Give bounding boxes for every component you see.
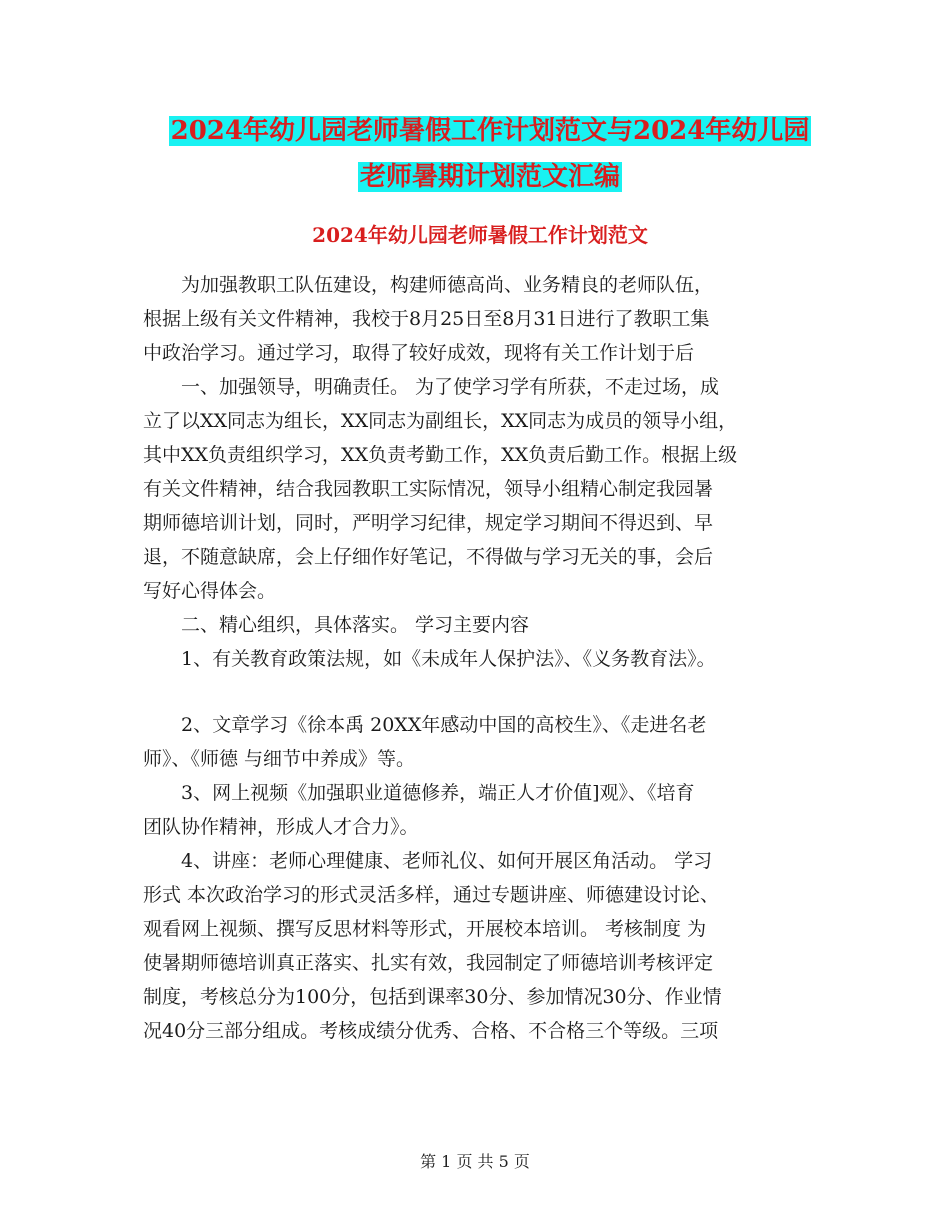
text-line: 4、讲座：老师心理健康、老师礼仪、如何开展区角活动。 学习 [143,850,713,872]
text-line: 退，不随意缺席，会上仔细作好笔记，不得做与学习无关的事，会后 [143,546,714,568]
document-title-line-2: 老师暑期计划范文汇编 [359,162,620,192]
document-title-line-1: 2024年幼儿园老师暑假工作计划范文与2024年幼儿园 [170,116,810,146]
page-footer: 第 1 页 共 5 页 [420,1152,530,1171]
text-line: 中政治学习。通过学习，取得了较好成效，现将有关工作计划于后 [143,342,695,364]
text-line: 有关文件精神，结合我园教职工实际情况，领导小组精心制定我园暑 [143,478,714,500]
text-line: 根据上级有关文件精神，我校于8月25日至8月31日进行了教职工集 [143,308,710,330]
text-line: 形式 本次政治学习的形式灵活多样，通过专题讲座、师德建设讨论、 [143,884,720,906]
body-text [143,268,823,1048]
text-line: 观看网上视频、撰写反思材料等形式，开展校本培训。 考核制度 为 [143,918,707,940]
text-line: 使暑期师德培训真正落实、扎实有效，我园制定了师德培训考核评定 [143,952,714,974]
text-line: 2、文章学习《徐本禹 20XX年感动中国的高校生》、《走进名老 [143,714,707,736]
text-line: 立了以XX同志为组长，XX同志为副组长，XX同志为成员的领导小组， [143,410,738,432]
text-line: 为加强教职工队伍建设，构建师德高尚、业务精良的老师队伍， [143,274,714,296]
text-line: 团队协作精神，形成人才合力》。 [143,816,419,838]
text-line: 写好心得体会。 [143,580,277,602]
text-line: 1、有关教育政策法规，如《未成年人保护法》、《义务教育法》。 [143,648,716,670]
text-line: 二、精心组织，具体落实。 学习主要内容 [143,614,530,636]
text-line: 其中XX负责组织学习，XX负责考勤工作，XX负责后勤工作。根据上级 [143,444,738,466]
text-line: 况40分三部分组成。考核成绩分优秀、合格、不合格三个等级。三项 [143,1020,719,1042]
text-line: 师》、《师德 与细节中养成》等。 [143,748,416,770]
text-line: 制度，考核总分为100分，包括到课率30分、参加情况30分、作业情 [143,986,722,1008]
paragraph-gap [143,676,823,708]
section-title: 2024年幼儿园老师暑假工作计划范文 [312,223,648,247]
text-line: 3、网上视频《加强职业道德修养，端正人才价值]观》、《培育 [143,782,695,804]
text-line: 一、加强领导，明确责任。 为了使学习学有所获，不走过场，成 [143,376,720,398]
document-title [150,108,830,200]
text-line: 期师德培训计划，同时，严明学习纪律，规定学习期间不得迟到、早 [143,512,714,534]
